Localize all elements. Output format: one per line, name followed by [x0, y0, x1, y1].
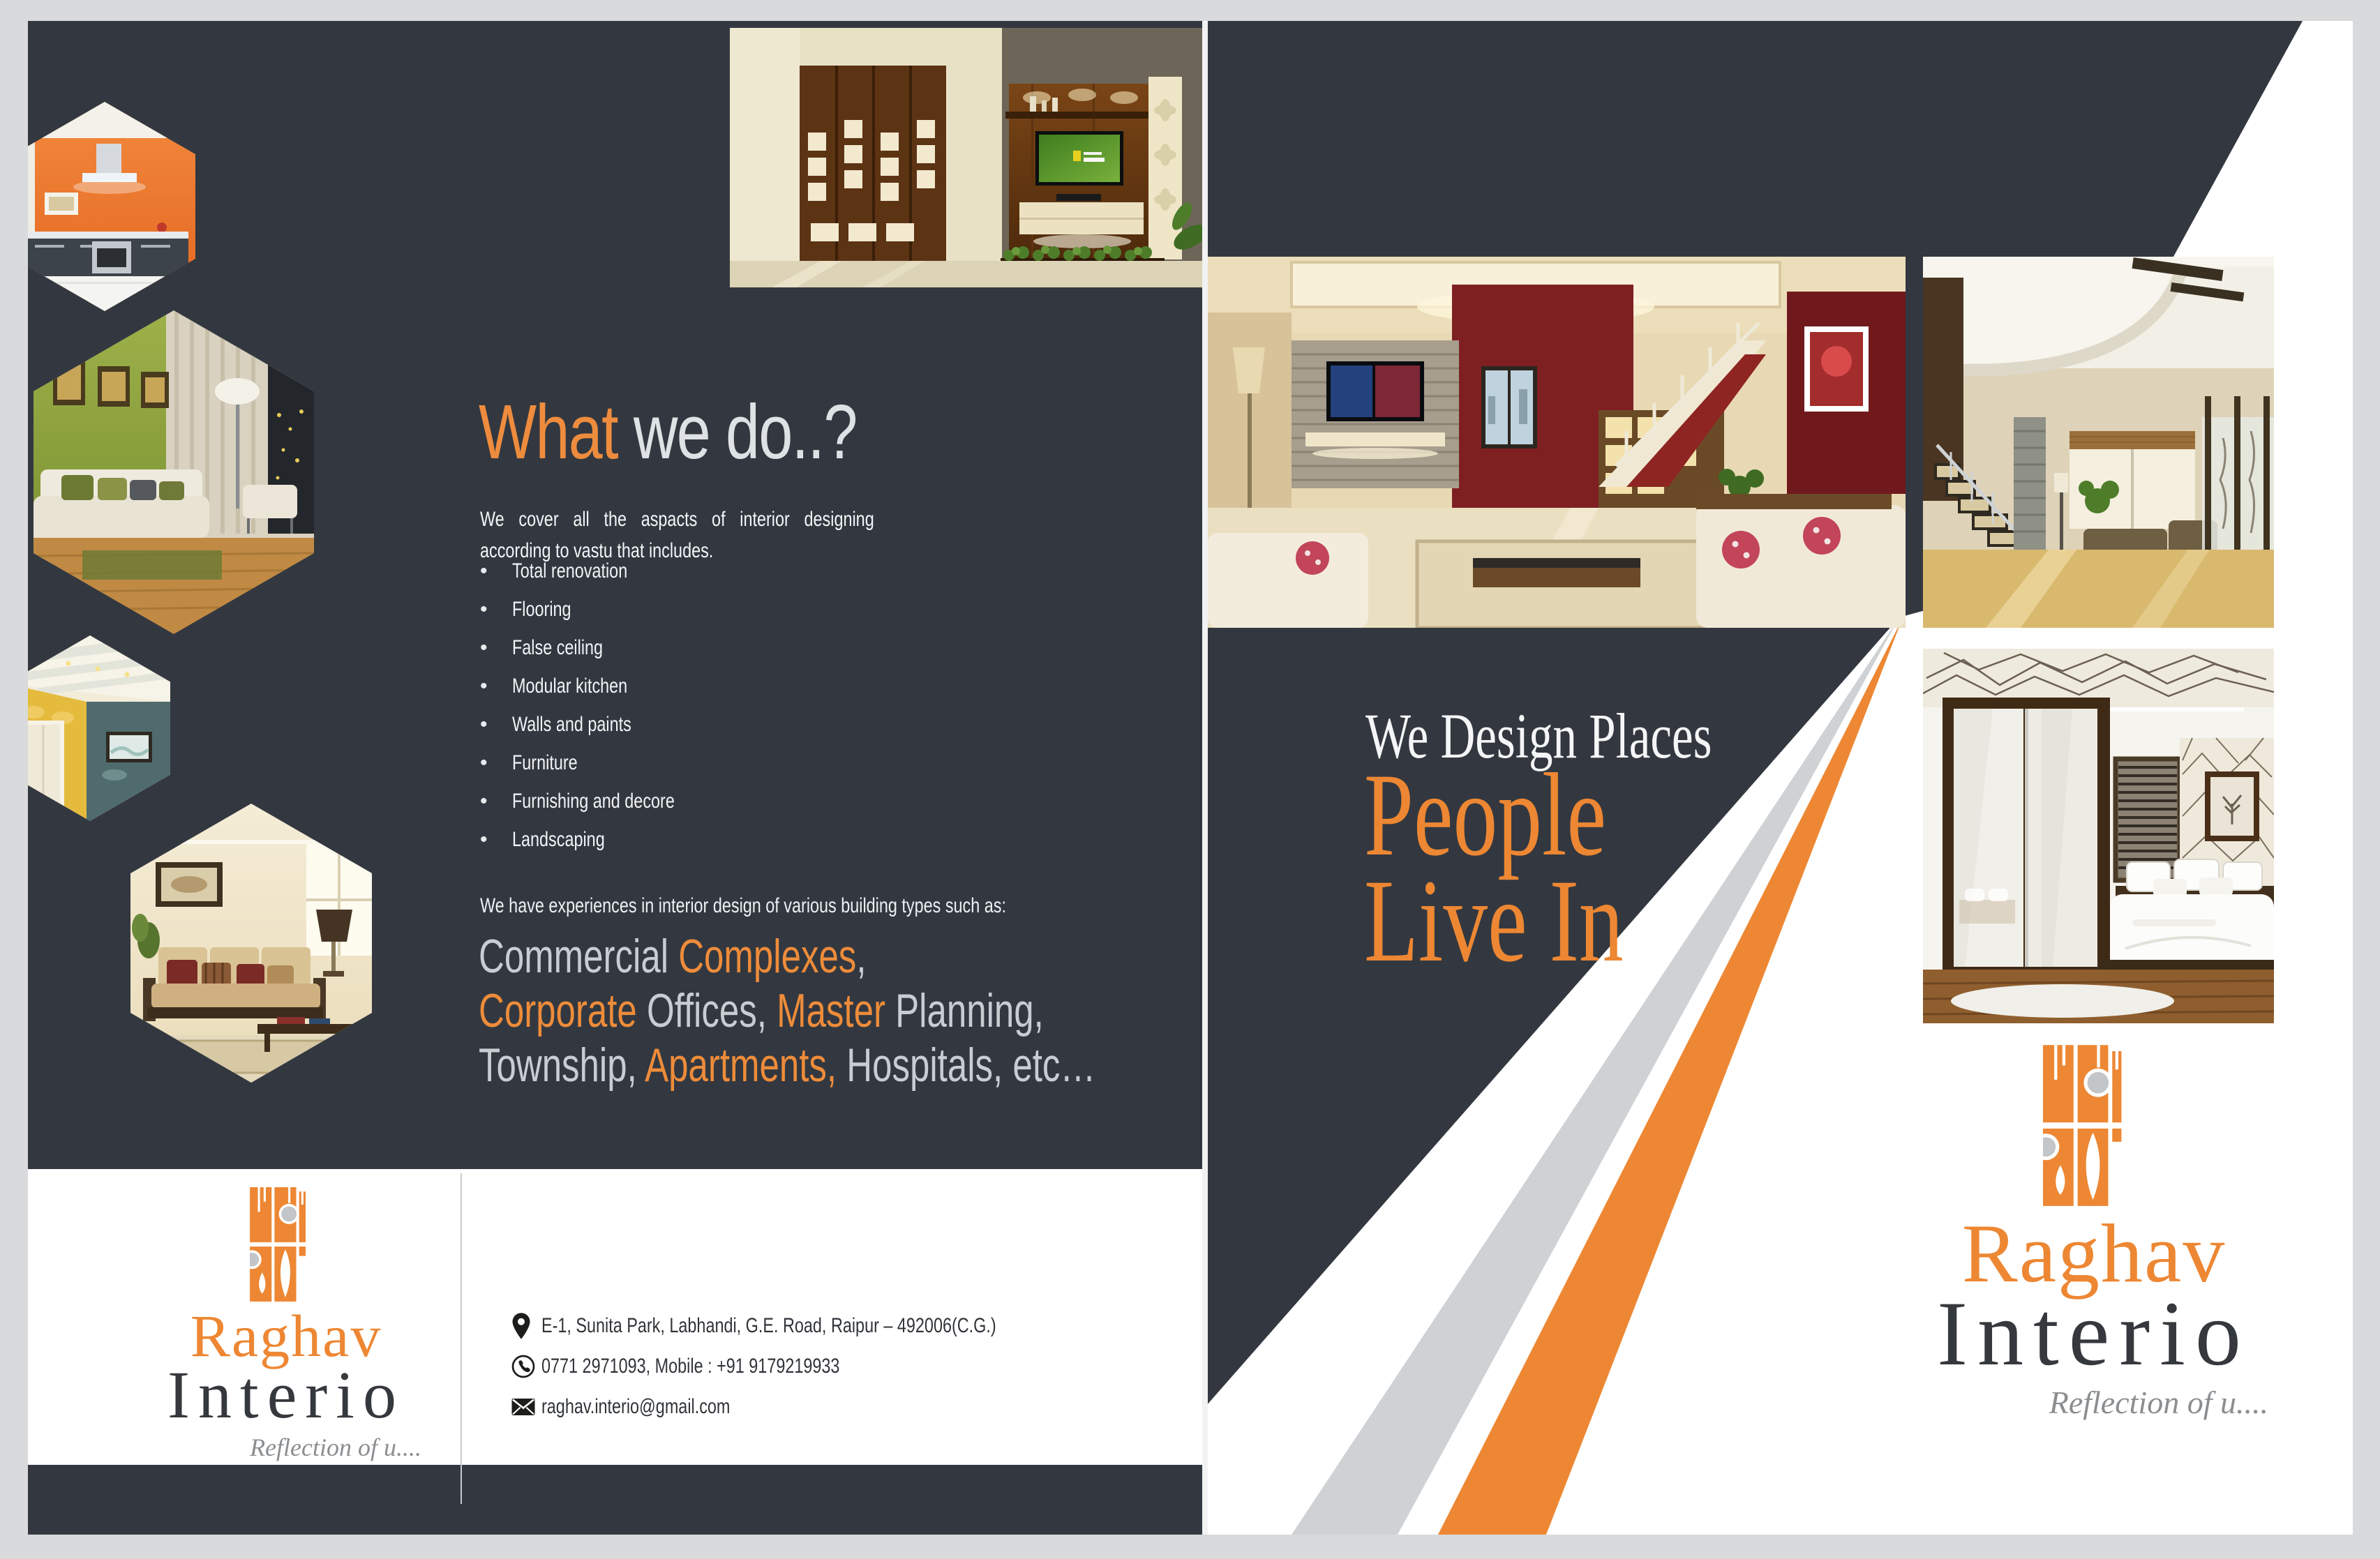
building-types-line-1: Commercial Complexes,: [479, 930, 867, 983]
bullet-icon: •: [480, 828, 488, 851]
service-item: • Total renovation: [480, 559, 628, 582]
tv-unit-scene: [730, 28, 1202, 287]
bullet-icon: •: [480, 598, 488, 621]
contact-block: [511, 1306, 1124, 1427]
footer-divider: [461, 1173, 462, 1504]
service-item: • Walls and paints: [480, 713, 631, 736]
classic-living-room-photo: [130, 804, 372, 1083]
service-item: • Landscaping: [480, 828, 605, 851]
modular-kitchen-photo: [28, 102, 195, 311]
brand-name-top: Raghav: [1961, 1207, 2226, 1300]
lobby-interior-photo: [1923, 257, 2274, 628]
headline-big-line-2: Live In: [1364, 855, 1624, 986]
section-title-highlight: What: [479, 389, 618, 475]
brand-name-bottom: Interio: [167, 1357, 405, 1432]
living-green-scene: [33, 310, 314, 634]
classic-living-scene: [130, 804, 372, 1083]
service-item: • Furniture: [480, 751, 578, 774]
service-item: • False ceiling: [480, 636, 604, 659]
bullet-icon: •: [480, 559, 488, 582]
brand-logo-right: [1906, 1045, 2282, 1421]
headline-big-line-1: People: [1364, 749, 1607, 880]
brand-tagline: Reflection of u....: [2049, 1385, 2268, 1420]
bullet-icon: •: [480, 636, 488, 659]
bullet-icon: •: [480, 751, 488, 774]
contact-phone: 0771 2971093, Mobile : +91 9179219933: [541, 1355, 840, 1378]
services-list: [480, 559, 721, 866]
bullet-icon: •: [480, 675, 488, 698]
kitchen-scene: [28, 102, 195, 311]
false-ceiling-scene: [28, 635, 170, 821]
brand-tagline: Reflection of u....: [250, 1433, 421, 1461]
bedroom-interior-photo: [1923, 649, 2274, 1023]
location-pin-icon: [511, 1312, 541, 1340]
living-room-green-wall-photo: [33, 310, 314, 634]
contact-email: raghav.interio@gmail.com: [541, 1395, 731, 1418]
false-ceiling-photo: [28, 635, 170, 821]
contact-phone-row: [511, 1346, 1124, 1387]
headline-big: [1364, 749, 1624, 986]
right-brochure-page: [1208, 21, 2353, 1535]
intro-paragraph: [480, 504, 985, 566]
building-types-line-2: Corporate Offices, Master Planning,: [479, 984, 1044, 1037]
page-fold-gap: [1202, 21, 1208, 1535]
tv-unit-interior-photo: [730, 28, 1202, 287]
left-brochure-page: [28, 21, 1202, 1535]
experience-intro: We have experiences in interior design of various building types such as:: [480, 894, 1006, 917]
brand-name-bottom: Interio: [1937, 1282, 2251, 1385]
contact-address-row: [511, 1306, 1124, 1346]
living-hall-staircase-photo: [1208, 257, 1906, 628]
lobby-scene: [1923, 257, 2274, 628]
building-types: [479, 929, 1202, 1092]
brand-logo-mark-icon: [2043, 1045, 2145, 1208]
bullet-icon: •: [480, 713, 488, 736]
email-envelope-icon: [511, 1396, 541, 1417]
headline-small: We Design Places: [1365, 700, 1712, 771]
building-types-line-3: Township, Apartments, Hospitals, etc…: [479, 1039, 1096, 1092]
phone-icon: [511, 1354, 541, 1379]
contact-email-row: [511, 1387, 1124, 1427]
service-item: • Flooring: [480, 598, 571, 621]
service-item: • Modular kitchen: [480, 675, 628, 698]
brand-logo-mark-icon: [250, 1187, 322, 1303]
brand-logo-left: [119, 1187, 454, 1462]
bullet-icon: •: [480, 790, 488, 813]
bedroom-scene: [1923, 649, 2274, 1023]
section-title: [479, 389, 857, 475]
brand-name-top: Raghav: [190, 1302, 382, 1369]
contact-address: E-1, Sunita Park, Labhandi, G.E. Road, Raipur – 492006(C.G.): [541, 1314, 996, 1337]
intro-text: We cover all the aspacts of interior designing according to vastu that includes.: [480, 508, 874, 562]
section-title-rest: we do..?: [618, 389, 857, 475]
service-item: • Furnishing and decore: [480, 790, 675, 813]
living-hall-scene: [1208, 257, 1906, 628]
